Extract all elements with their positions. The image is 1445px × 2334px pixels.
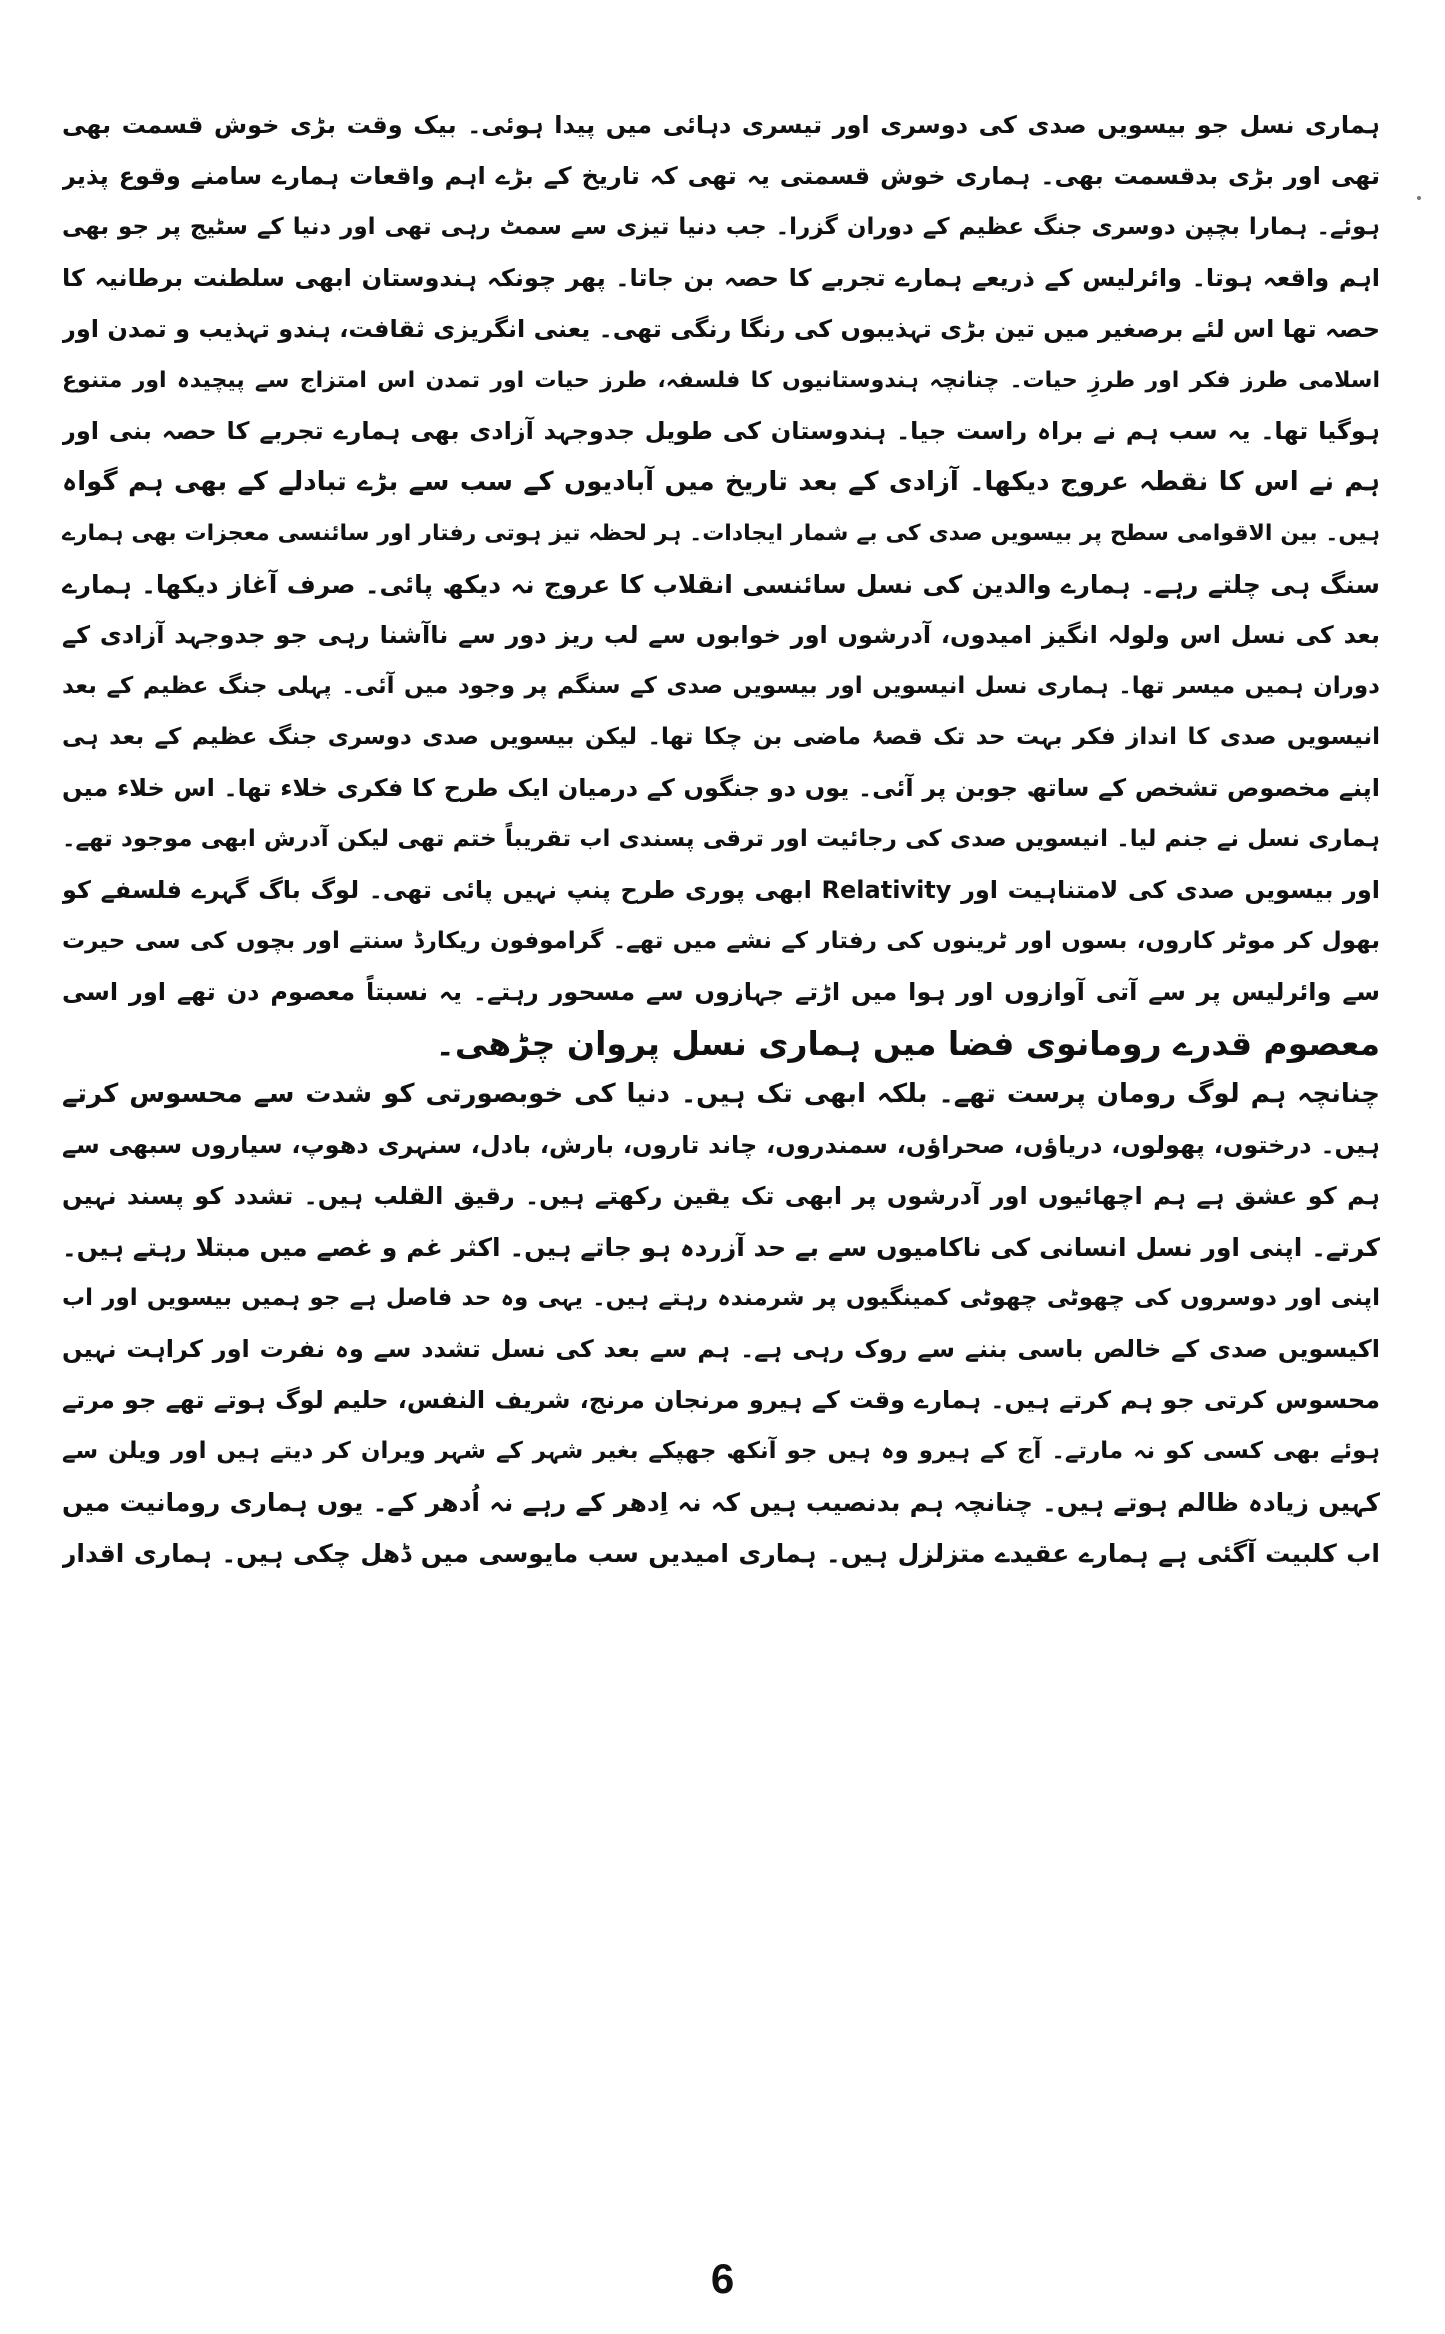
text-line: ہوئے بھی کسی کو نہ مارتے۔ آج کے ہیرو وہ ہیں جو آنکھ جھپکے بغیر شہر کے شہر ویران کر دیتے ہیں اور ویلن سے: [62, 1438, 1380, 1464]
text-line: محسوس کرتی جو ہم کرتے ہیں۔ ہمارے وقت کے ہیرو مرنجان مرنج، شریف النفس، حلیم لوگ ہوتے تھے جو مرتے: [62, 1386, 1380, 1414]
margin-speck: [1417, 196, 1421, 200]
paragraph-2: [62, 1069, 1380, 1579]
text-line: چنانچہ ہم لوگ رومان پرست تھے۔ بلکہ ابھی تک ہیں۔ دنیا کی خوبصورتی کو شدت سے محسوس کرتے: [62, 1079, 1380, 1109]
text-line: اپنے مخصوص تشخص کے ساتھ جوبن پر آئی۔ یوں دو جنگوں کے درمیان ایک طرح کا فکری خلاء تھا۔ اس خلاء میں: [62, 774, 1380, 802]
text-line: حصہ تھا اس لئے برصغیر میں تین بڑی تہذیبوں کی رنگا رنگی تھی۔ یعنی انگریزی ثقافت، ہندو تہذیب و تمدن اور: [62, 315, 1380, 343]
text-line: اکیسویں صدی کے خالص باسی بننے سے روک رہی ہے۔ ہم سے بعد کی نسل تشدد سے وہ نفرت اور کراہت نہیں: [62, 1335, 1380, 1363]
text-line: معصوم قدرے رومانوی فضا میں ہماری نسل پروان چڑھی۔: [435, 1024, 1380, 1063]
text-line: ہم نے اس کا نقطہ عروج دیکھا۔ آزادی کے بعد تاریخ میں آبادیوں کے سب سے بڑے تبادلے کے بھی ہم گواہ: [62, 467, 1380, 497]
text-line: ہیں۔ درختوں، پھولوں، دریاؤں، صحراؤں، سمندروں، چاند تاروں، بارش، بادل، سنہری دھوپ، سیاروں سبھی سے: [62, 1131, 1380, 1159]
text-line: سے وائرلیس پر سے آتی آوازوں اور ہوا میں اڑتے جہازوں سے مسحور رہتے۔ یہ نسبتاً معصوم دن تھے اور اسی: [62, 978, 1380, 1006]
text-line: ہماری نسل جو بیسویں صدی کی دوسری اور تیسری دہائی میں پیدا ہوئی۔ بیک وقت بڑی خوش قسمت بھی: [62, 111, 1380, 139]
body-text: [62, 100, 1380, 1579]
text-line: کرتے۔ اپنی اور نسل انسانی کی ناکامیوں سے بے حد آزردہ ہو جاتے ہیں۔ اکثر غم و غصے میں مبتلا رہتے ہیں۔: [62, 1233, 1380, 1262]
text-line: اہم واقعہ ہوتا۔ وائرلیس کے ذریعے ہمارے تجربے کا حصہ بن جاتا۔ پھر چونکہ ہندوستان ابھی سلطنت برطانیہ کا: [62, 264, 1380, 292]
text-line: دوران ہمیں میسر تھا۔ ہماری نسل انیسویں اور بیسویں صدی کے سنگم پر وجود میں آئی۔ پہلی جنگ عظیم کے بعد: [62, 673, 1380, 699]
text-line: اور بیسویں صدی کی لامتناہیت اور Relativity ابھی پوری طرح پنپ نہیں پائی تھی۔ لوگ باگ گہرے فلسفے کو: [62, 876, 1380, 904]
page-number: 6: [710, 2255, 735, 2302]
text-line: بعد کی نسل اس ولولہ انگیز امیدوں، آدرشوں اور خوابوں سے لب ریز دور سے ناآشنا رہی جو جدوجہد آزادی کے: [62, 621, 1380, 649]
text-line: ہوگیا تھا۔ یہ سب ہم نے براہ راست جیا۔ ہندوستان کی طویل جدوجہد آزادی بھی ہمارے تجربے کا حصہ بنی اور: [62, 417, 1380, 445]
text-line: کہیں زیادہ ظالم ہوتے ہیں۔ چنانچہ ہم بدنصیب ہیں کہ نہ اِدھر کے رہے نہ اُدھر کے۔ یوں ہماری رومانیت میں: [62, 1488, 1380, 1517]
text-line: انیسویں صدی کا انداز فکر بہت حد تک قصۂ ماضی بن چکا تھا۔ لیکن بیسویں صدی دوسری جنگ عظیم کے بعد ہی: [62, 724, 1380, 750]
text-line: بھول کر موٹر کاروں، بسوں اور ٹرینوں کی رفتار کے نشے میں تھے۔ گراموفون ریکارڈ سنتے اور بچوں کی سی حیرت: [62, 928, 1380, 954]
text-line: اب کلبیت آگئی ہے ہمارے عقیدے متزلزل ہیں۔ ہماری امیدیں سب مایوسی میں ڈھل چکی ہیں۔ ہماری اقدار: [62, 1539, 1380, 1568]
text-line: ہوئے۔ ہمارا بچپن دوسری جنگ عظیم کے دوران گزرا۔ جب دنیا تیزی سے سمٹ رہی تھی اور دنیا کے سٹیج پر جو بھی: [62, 214, 1380, 240]
text-line: سنگ ہی چلتے رہے۔ ہمارے والدین کی نسل سائنسی انقلاب کا عروج نہ دیکھ پائی۔ صرف آغاز دیکھا۔ ہمارے: [62, 570, 1380, 599]
text-line: ہم کو عشق ہے ہم اچھائیوں اور آدرشوں پر ابھی تک یقین رکھتے ہیں۔ رقیق القلب ہیں۔ تشدد کو پسند نہیں: [62, 1182, 1380, 1210]
text-line: ہیں۔ بین الاقوامی سطح پر بیسویں صدی کی بے شمار ایجادات۔ ہر لحظہ تیز ہوتی رفتار اور سائنسی معجزات بھی ہمارے: [62, 521, 1380, 546]
text-line: تھی اور بڑی بدقسمت بھی۔ ہماری خوش قسمتی یہ تھی کہ تاریخ کے بڑے اہم واقعات ہمارے سامنے وقوع پذیر: [62, 162, 1380, 190]
text-line: ہماری نسل نے جنم لیا۔ انیسویں صدی کی رجائیت اور ترقی پسندی اب تقریباً ختم تھی لیکن آدرش ابھی موجود تھے۔: [62, 826, 1380, 852]
text-line: اسلامی طرز فکر اور طرزِ حیات۔ چنانچہ ہندوستانیوں کا فلسفہ، طرز حیات اور تمدن اس امتزاج سے پیچیدہ اور متنوع: [62, 368, 1380, 393]
paragraph-1: [62, 100, 1380, 1069]
text-line: اپنی اور دوسروں کی چھوٹی چھوٹی کمینگیوں پر شرمندہ رہتے ہیں۔ یہی وہ حد فاصل ہے جو ہمیں بیسویں اور اب: [62, 1285, 1380, 1311]
